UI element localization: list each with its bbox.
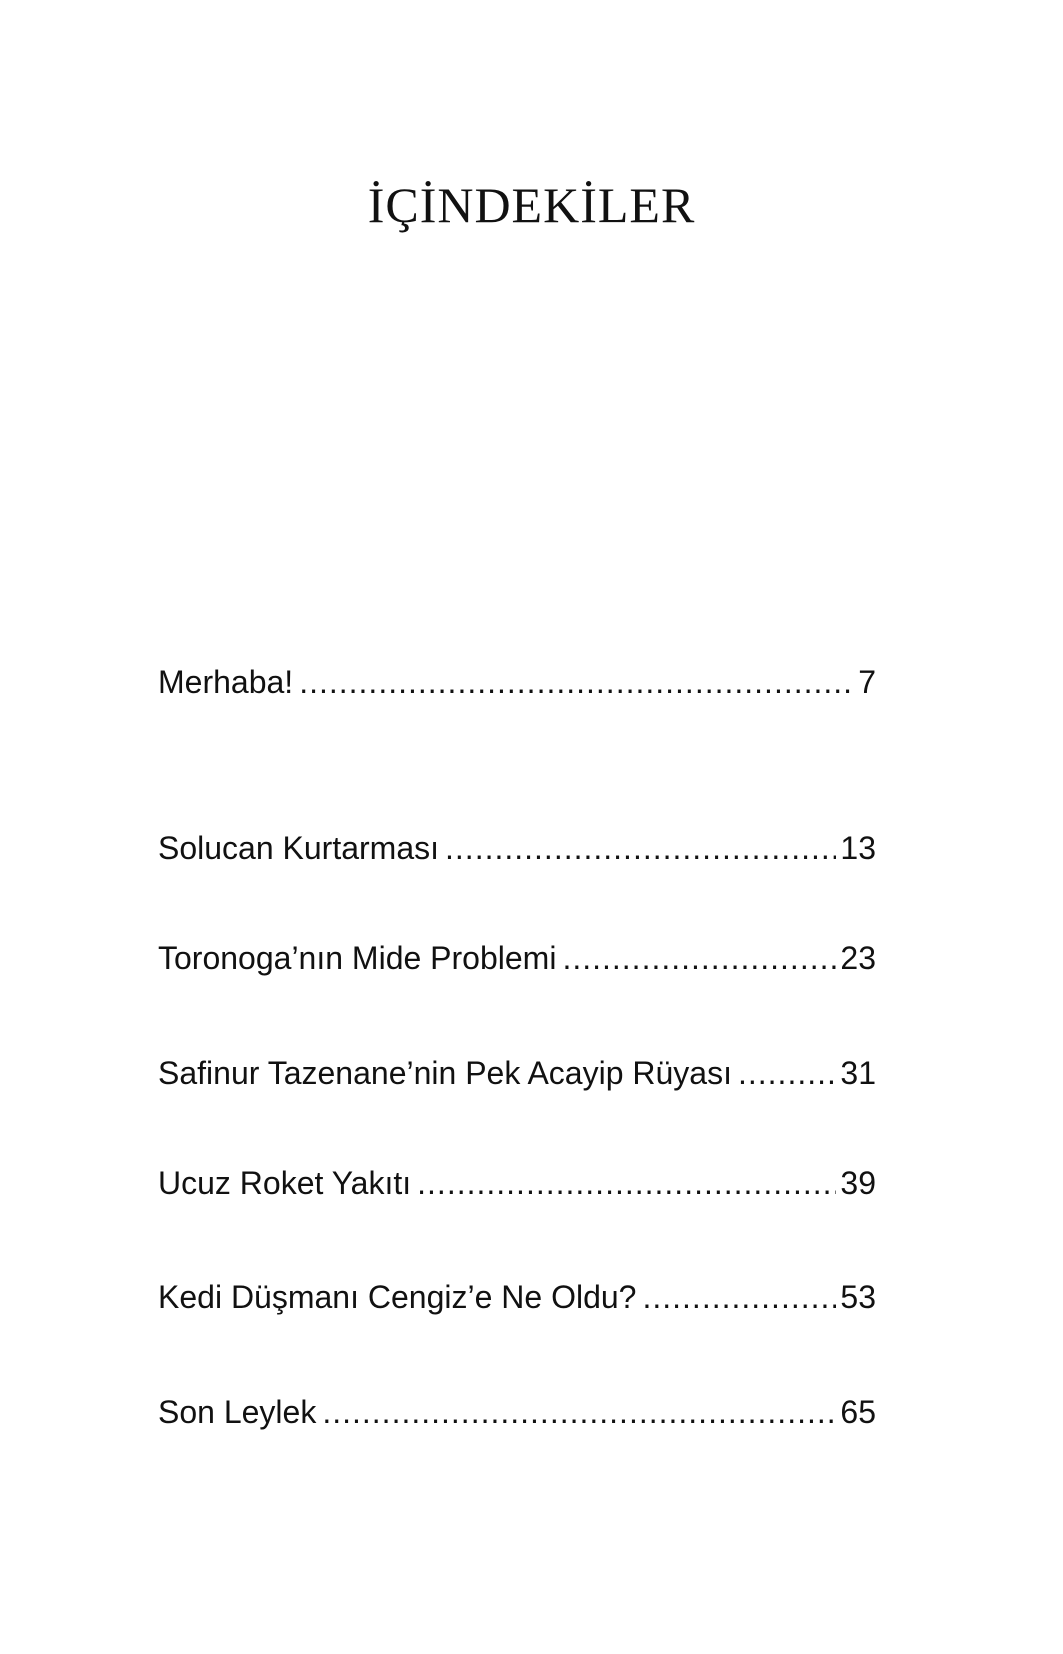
toc-entry-page: 7 [858,664,876,700]
toc-entry-page: 31 [840,1055,876,1091]
toc-entry-page: 23 [840,940,876,976]
dot-leader [642,1279,836,1316]
toc-entry-page: 39 [840,1165,876,1201]
toc-entry-page: 53 [840,1279,876,1315]
toc-entry-title: Kedi Düşmanı Cengiz’e Ne Oldu? [158,1279,637,1315]
toc-entry[interactable] [158,940,876,984]
toc-entry-title: Merhaba! [158,664,294,700]
dot-leader [299,664,854,701]
page-title: İÇİNDEKİLER [367,177,696,233]
toc-entry-page: 65 [840,1394,876,1430]
toc-entry[interactable] [158,664,876,708]
toc-entry[interactable] [158,1055,876,1099]
toc-entry[interactable] [158,830,876,874]
dot-leader [738,1055,836,1092]
toc-entry[interactable] [158,1279,876,1323]
toc-entry-title: Safinur Tazenane’nin Pek Acayip Rüyası [158,1055,732,1091]
toc-entry-title: Son Leylek [158,1394,317,1430]
toc-entry[interactable] [158,1394,876,1438]
dot-leader [445,830,836,867]
toc-entry-title: Toronoga’nın Mide Problemi [158,940,557,976]
toc-entry[interactable] [158,1165,876,1209]
table-of-contents [158,0,876,1654]
dot-leader [322,1394,836,1431]
toc-entry-title: Solucan Kurtarması [158,830,440,866]
dot-leader [417,1165,836,1202]
dot-leader [562,940,836,977]
toc-entry-page: 13 [840,830,876,866]
toc-entry-title: Ucuz Roket Yakıtı [158,1165,412,1201]
